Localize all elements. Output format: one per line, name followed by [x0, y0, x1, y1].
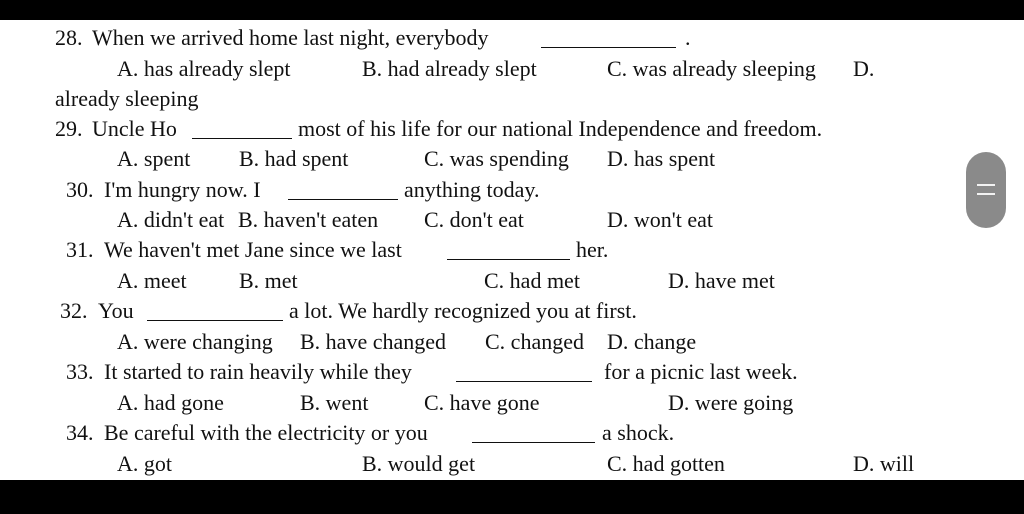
option-d-continued[interactable]: already sleeping — [55, 86, 199, 111]
question-stem: We haven't met Jane since we last — [104, 237, 402, 262]
option-d[interactable]: D. change — [607, 329, 697, 354]
option-a[interactable]: A. had gone — [117, 390, 224, 415]
option-d[interactable]: D. were going — [668, 390, 794, 415]
option-c[interactable]: C. changed — [485, 329, 584, 354]
option-a[interactable]: A. meet — [117, 268, 187, 293]
question-stem: Be careful with the electricity or you — [104, 420, 428, 445]
scroll-handle[interactable] — [966, 152, 1006, 228]
answer-blank — [447, 259, 570, 260]
grip-line-icon — [977, 184, 995, 186]
option-b[interactable]: B. haven't eaten — [238, 207, 379, 232]
answer-blank — [192, 138, 292, 139]
question-stem-end: for a picnic last week. — [604, 359, 798, 384]
question-stem: It started to rain heavily while they — [104, 359, 412, 384]
option-d[interactable]: D. will — [853, 451, 915, 476]
option-c[interactable]: C. was already sleeping — [607, 56, 816, 81]
answer-blank — [456, 381, 592, 382]
option-d[interactable]: D. won't eat — [607, 207, 713, 232]
option-d[interactable]: D. — [853, 56, 875, 81]
option-a[interactable]: A. has already slept — [117, 56, 291, 81]
option-a[interactable]: A. were changing — [117, 329, 273, 354]
option-a[interactable]: A. got — [117, 451, 172, 476]
option-d[interactable]: D. has spent — [607, 146, 716, 171]
option-b[interactable]: B. met — [239, 268, 298, 293]
option-c[interactable]: C. have gone — [424, 390, 540, 415]
option-d[interactable]: D. have met — [668, 268, 775, 293]
question-number: 30. — [66, 177, 94, 202]
option-c[interactable]: C. had met — [484, 268, 580, 293]
option-c[interactable]: C. had gotten — [607, 451, 725, 476]
question-stem-end: a lot. We hardly recognized you at first. — [289, 298, 637, 323]
option-a[interactable]: A. didn't eat — [117, 207, 225, 232]
question-stem: When we arrived home last night, everybody — [92, 25, 489, 50]
option-c[interactable]: C. don't eat — [424, 207, 524, 232]
question-stem-end: most of his life for our national Independence and freedom. — [298, 116, 823, 141]
question-number: 34. — [66, 420, 94, 445]
option-a[interactable]: A. spent — [117, 146, 191, 171]
option-b[interactable]: B. had already slept — [362, 56, 537, 81]
question-stem: Uncle Ho — [92, 116, 177, 141]
option-b[interactable]: B. would get — [362, 451, 476, 476]
question-stem-end: . — [685, 25, 691, 50]
question-stem-end: a shock. — [602, 420, 675, 445]
grip-line-icon — [977, 193, 995, 195]
question-stem-end: her. — [576, 237, 609, 262]
question-stem: You — [98, 298, 134, 323]
answer-blank — [472, 442, 595, 443]
question-number: 32. — [60, 298, 88, 323]
question-number: 29. — [55, 116, 83, 141]
worksheet-page — [0, 20, 1024, 480]
option-b[interactable]: B. had spent — [239, 146, 349, 171]
answer-blank — [541, 47, 676, 48]
question-number: 31. — [66, 237, 94, 262]
option-c[interactable]: C. was spending — [424, 146, 569, 171]
question-number: 28. — [55, 25, 83, 50]
answer-blank — [288, 199, 398, 200]
question-stem: I'm hungry now. I — [104, 177, 261, 202]
option-b[interactable]: B. have changed — [300, 329, 446, 354]
option-b[interactable]: B. went — [300, 390, 369, 415]
question-stem-end: anything today. — [404, 177, 540, 202]
question-number: 33. — [66, 359, 94, 384]
answer-blank — [147, 320, 283, 321]
